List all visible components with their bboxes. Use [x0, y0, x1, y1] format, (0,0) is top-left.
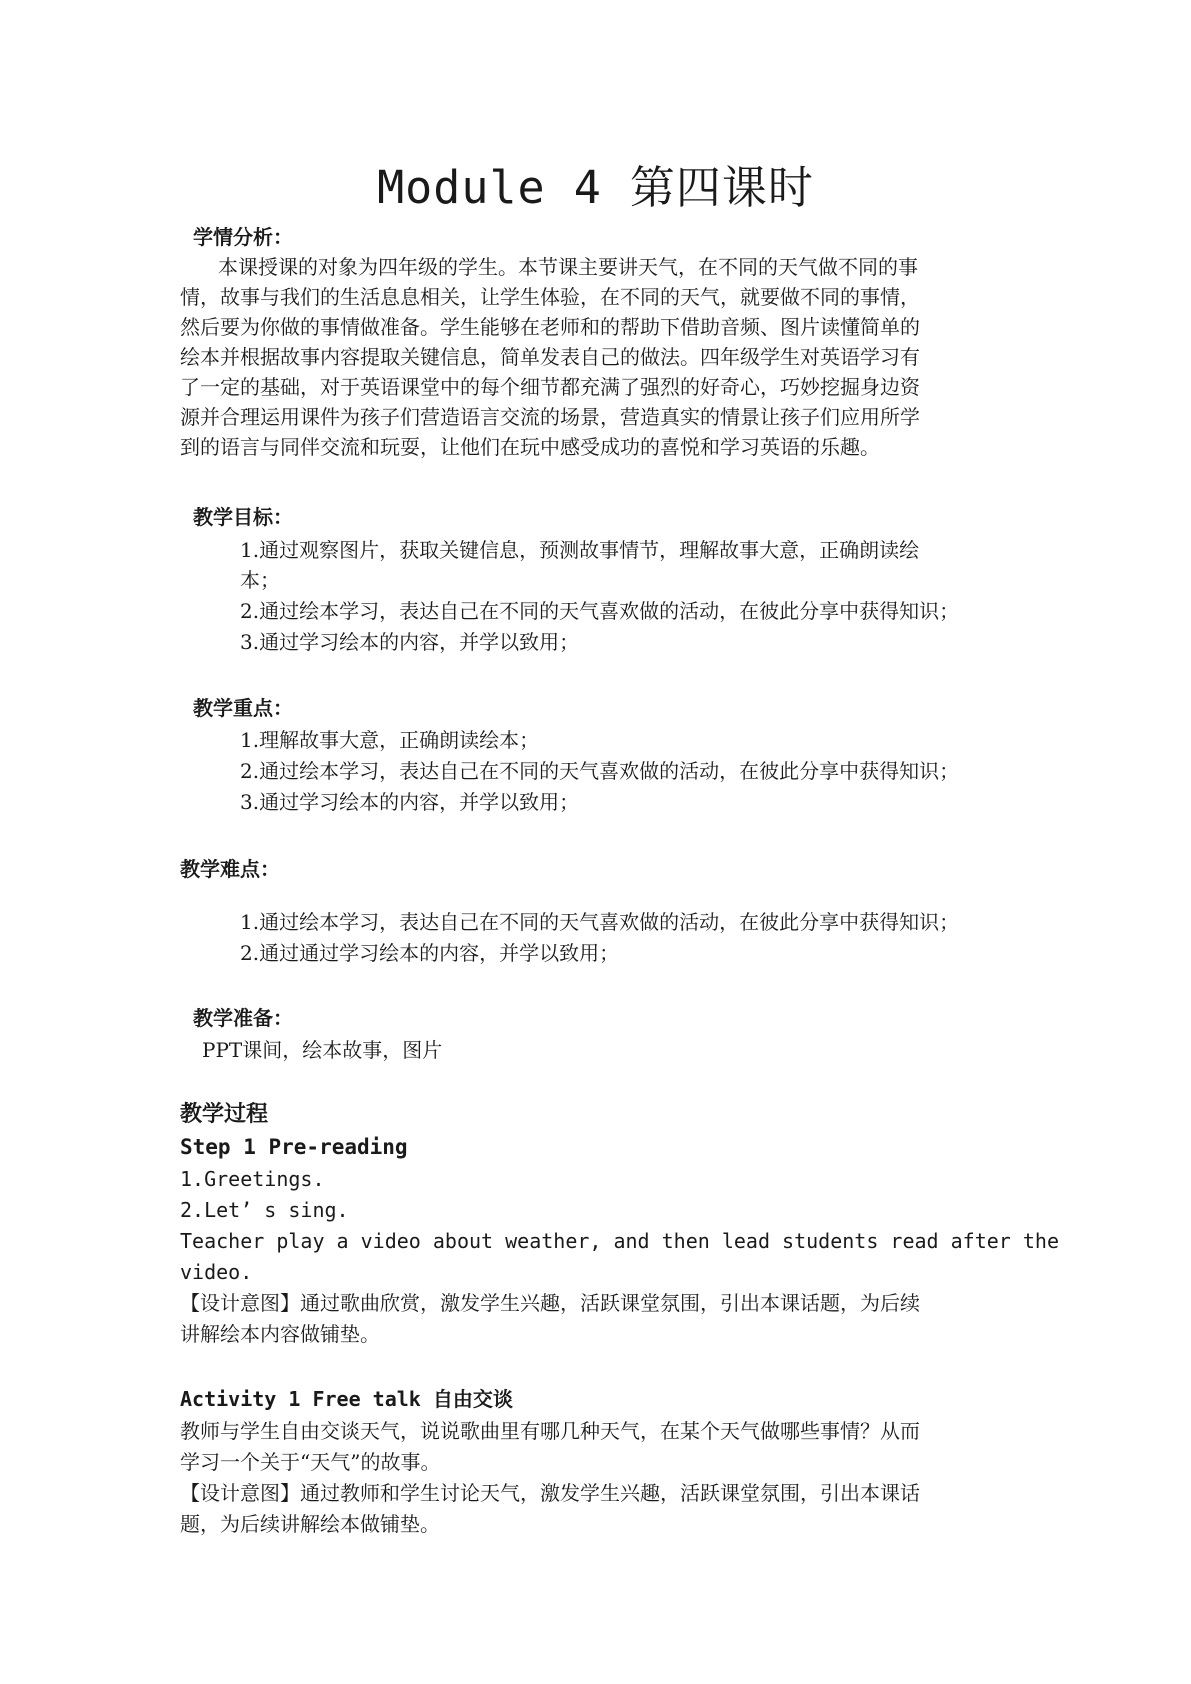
goals-heading: 教学目标：	[193, 505, 293, 529]
goal-item: 3.通过学习绘本的内容，并学以致用；	[240, 630, 580, 654]
situation-heading: 学情分析：	[193, 225, 293, 249]
activity1-heading: Activity 1 Free talk 自由交谈	[180, 1387, 513, 1411]
free-talk-line: 教师与学生自由交谈天气，说说歌曲里有哪几种天气，在某个天气做哪些事情？从而	[180, 1419, 920, 1443]
situation-line: 源并合理运用课件为孩子们营造语言交流的场景，营造真实的情景让孩子们应用所学	[180, 405, 920, 429]
design-intent-line: 讲解绘本内容做铺垫。	[180, 1322, 380, 1346]
difficulties-heading: 教学难点：	[180, 857, 280, 881]
keypoints-heading: 教学重点：	[193, 696, 293, 720]
difficulty-item: 1.通过绘本学习，表达自己在不同的天气喜欢做的活动，在彼此分享中获得知识；	[240, 910, 960, 934]
situation-line: 本课授课的对象为四年级的学生。本节课主要讲天气，在不同的天气做不同的事	[218, 255, 918, 279]
process-heading: 教学过程	[180, 1102, 269, 1127]
preparation-heading: 教学准备：	[193, 1006, 293, 1030]
free-talk-line: 学习一个关于“天气”的故事。	[180, 1450, 441, 1474]
situation-line: 然后要为你做的事情做准备。学生能够在老师和的帮助下借助音频、图片读懂简单的	[180, 315, 920, 339]
design-intent-line: 题，为后续讲解绘本做铺垫。	[180, 1512, 440, 1536]
situation-line: 绘本并根据故事内容提取关键信息，简单发表自己的做法。四年级学生对英语学习有	[180, 345, 920, 369]
goal-item: 2.通过绘本学习，表达自己在不同的天气喜欢做的活动，在彼此分享中获得知识；	[240, 599, 960, 623]
sing-line: 2.Let’ s sing.	[180, 1198, 349, 1222]
goal-item: 1.通过观察图片，获取关键信息，预测故事情节，理解故事大意，正确朗读绘	[240, 538, 920, 562]
teacher-line: video.	[180, 1260, 253, 1284]
page-title: Module 4 第四课时	[377, 161, 814, 214]
keypoint-item: 2.通过绘本学习，表达自己在不同的天气喜欢做的活动，在彼此分享中获得知识；	[240, 759, 960, 783]
teacher-line: Teacher play a video about weather, and then lead students read after the	[180, 1229, 1059, 1253]
design-intent-line: 【设计意图】通过教师和学生讨论天气，激发学生兴趣，活跃课堂氛围，引出本课话	[180, 1481, 920, 1505]
keypoint-item: 3.通过学习绘本的内容，并学以致用；	[240, 790, 580, 814]
design-intent-line: 【设计意图】通过歌曲欣赏，激发学生兴趣，活跃课堂氛围，引出本课话题，为后续	[180, 1291, 920, 1315]
situation-line: 了一定的基础，对于英语课堂中的每个细节都充满了强烈的好奇心，巧妙挖掘身边资	[180, 375, 920, 399]
preparation-text: PPT课间，绘本故事，图片	[202, 1038, 443, 1062]
situation-line: 到的语言与同伴交流和玩耍，让他们在玩中感受成功的喜悦和学习英语的乐趣。	[180, 435, 880, 459]
keypoint-item: 1.理解故事大意，正确朗读绘本；	[240, 728, 540, 752]
greetings-line: 1.Greetings.	[180, 1167, 325, 1191]
step1-heading: Step 1 Pre-reading	[180, 1135, 408, 1159]
goal-item: 本；	[240, 568, 280, 592]
difficulty-item: 2.通过通过学习绘本的内容，并学以致用；	[240, 941, 620, 965]
situation-line: 情，故事与我们的生活息息相关，让学生体验，在不同的天气，就要做不同的事情，	[180, 285, 920, 309]
